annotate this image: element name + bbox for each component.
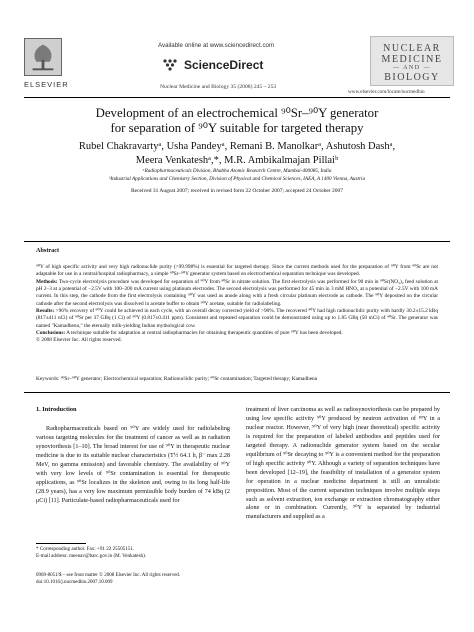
results-text: >96% recovery of ⁹⁰Y could be achieved in each cycle, with an overall decay corrected yield of >90%. The recovered ⁹⁰Y had high radionuclidic purity with hardly 30.2±15.2 kBq (817±411 nCi) of ⁹⁰Sr per 37 GBq (1 Ci) of ⁹⁰Y (0.817±0.411 ppm). Consistent and repeated separation could be demonstrated using up to 1.85 GBq (50 mCi) of ⁹⁰Sr. The generator was named "Kamadhenu," the eternally milk-yielding Indian mythological cow. [36,308,438,329]
section-heading: 1. Introduction [36,406,77,413]
affiliations [40,168,434,184]
journal-url[interactable]: www.elsevier.com/locate/nucmedbio [348,89,425,95]
author-list [40,140,434,168]
abstract-heading: Abstract [36,247,60,254]
methods-text: Two-cycle electrolysis procedure was developed for separation of ⁹⁰Y from ⁹⁰Sr in nitrate solution. The first electrolysis was performed for 90 min in ⁹⁰Sr(NO₃)₂ feed solution at pH 2–3 at a potential of −2.5V with 100–200 mA current using platinum electrodes. The second electrolysis was performed for 45 min in 3 mM HNO₃ at a potential of −2.5V with 100 mA current. In this step, the cathode from the first electrolysis containing ⁹⁰Y was used as anode along with a fresh circular platinum electrode as cathode. The ⁹⁰Y deposited on the circular cathode after the second electrolysis was dissolved in acetate buffer to obtain ⁹⁰Y acetate, suitable for radiolabeling. [36,278,438,307]
publisher-name: ELSEVIER [24,80,69,89]
methods-label: Methods: [36,278,58,285]
title-line: for separation of ⁹⁰Y suitable for targeted therapy [110,121,364,135]
abstract-bottom-divider [24,392,450,393]
affiliation-b: ᵇIndustrial Applications and Chemistry Section, Division of Physical and Chemical Sciences, IAEA, A 1400 Vienna, Austria [108,175,366,182]
abstract-methods [36,279,438,308]
issn-line: 0969-8051/$ – see front matter © 2008 Elsevier Inc. All rights reserved. [36,573,181,578]
title-line: Development of an electrochemical ⁹⁰Sr–⁹⁰Y generator [95,106,379,120]
right-column [246,406,440,522]
sciencedirect-dots-icon [162,58,178,72]
conclusions-text: A technique suitable for adaptation at central radiopharmacies for obtaining therapeutic quantities of pure ⁹⁰Y has been developed. [65,330,343,337]
article-title [40,106,434,136]
intro-paragraph: Radiopharmaceuticals based on ⁹⁰Y are widely used for radiolabeling various targeting molecules for the treatment of cancer as well as in radiation synoviorthesis [1–10]. The broad interest for use of ⁹⁰Y in therapeutic nuclear medicine is due to its suitable nuclear characteristics (T½ 64.1 h, β⁻ max 2.28 MeV, no gamma emission) and favorable chemistry. The availability of ⁹⁰Y with very low levels of ⁹⁰Sr contamination is essential for therapeutic applications, as ⁹⁰Sr localizes in the skeleton and, owing to its long half-life (28.9 years), has a very low maximum permissible body burden of 74 kBq (2 μCi) [11]. Particulate-based radiopharmaceuticals used for [36,425,230,504]
email-address[interactable]: E-mail address: meenav@barc.gov.in (M. Venkatesh). [36,552,147,559]
received-dates: Received 31 August 2007; received in revised form 22 October 2007; accepted 24 October 2007 [131,188,343,194]
results-label: Results: [36,308,55,315]
journal-logo-line: — AND — [392,65,432,71]
elsevier-tree-logo [24,38,62,76]
keywords: Keywords: ⁹⁰Sr–⁹⁰Y generator; Electrochemical separation; Radionuclidic purity; ⁹⁰Sr contamination; Targeted therapy; Kamadhenu [36,376,318,382]
abstract-body [36,264,438,345]
doi-line[interactable]: doi:10.1016/j.nucmedbio.2007.10.009 [36,579,113,585]
journal-header [24,36,454,94]
copyright-line: © 2008 Elsevier Inc. All rights reserved. [36,337,122,344]
available-online-text: Available online at www.sciencedirect.com [158,42,275,49]
intro-continued: treatment of liver carcinoma as well as radiosynoviorthesis can be prepared by using low specific activity ⁹⁰Y produced by neutron activation of ⁸⁹Y in a nuclear reactor. However, ⁹⁰Y of very high (near theoretical) specific activity is required for the preparation of labeled antibodies and peptides used for targeted therapy. A radionuclide generator system based on the secular equilibrium of ⁹⁰Sr decaying to ⁹⁰Y is a convenient method for the preparation of high specific activity ⁹⁰Y. Although a variety of separation techniques have been developed [12–19], the feasibility of installation of a generator system for operation in a nuclear medicine department is still an unrealistic proposition. Most of the current separation techniques involve multiple steps such as solvent extraction, ion exchange or extraction chromatography either alone or in combination. Currently, ⁹⁰Y is separated by industrial manufacturers and supplied as a [246,407,440,521]
journal-logo-line: NUCLEAR [383,43,441,54]
abstract-results [36,308,438,330]
sciencedirect-logo-text: ScienceDirect [184,58,264,72]
authors-line: Rubel Chakravartyᵃ, Usha Pandeyᵃ, Remani B. Manolkarᵃ, Ashutosh Dashᵃ, [78,141,396,152]
left-column [36,406,230,506]
abstract-paragraph: ⁹⁰Y of high specific activity and very high radionuclide purity (>99.998%) is essential for targeted therapy. Since the current methods used for the preparation of ⁹⁰Y from ⁹⁰Sr are not adaptable for use in a central/hospital radiopharmacy, a simple ⁹⁰Sr–⁹⁰Y generator system based on electrochemical separation technique was developed. [36,264,438,278]
abstract-top-divider [24,241,450,242]
affiliation-a: ᵃRadiopharmaceuticals Division, Bhabha Atomic Research Centre, Mumbai-400085, India [142,168,332,174]
issn-block [36,573,230,587]
corresponding-author: * Corresponding author. Fax: +91 22 25505151. [36,546,135,552]
authors-line: Meera Venkateshᵃ,*, M.R. Ambikalmajan Pillaiᵇ [135,155,339,166]
header-divider [24,97,450,98]
footnote [36,546,230,560]
journal-logo-line: MEDICINE [381,54,443,65]
footnote-divider [36,543,86,544]
conclusions-label: Conclusions: [36,330,66,337]
journal-citation: Nuclear Medicine and Biology 35 (2008) 245 – 253 [160,84,277,90]
journal-logo [370,36,454,86]
journal-logo-line: BIOLOGY [384,72,440,83]
